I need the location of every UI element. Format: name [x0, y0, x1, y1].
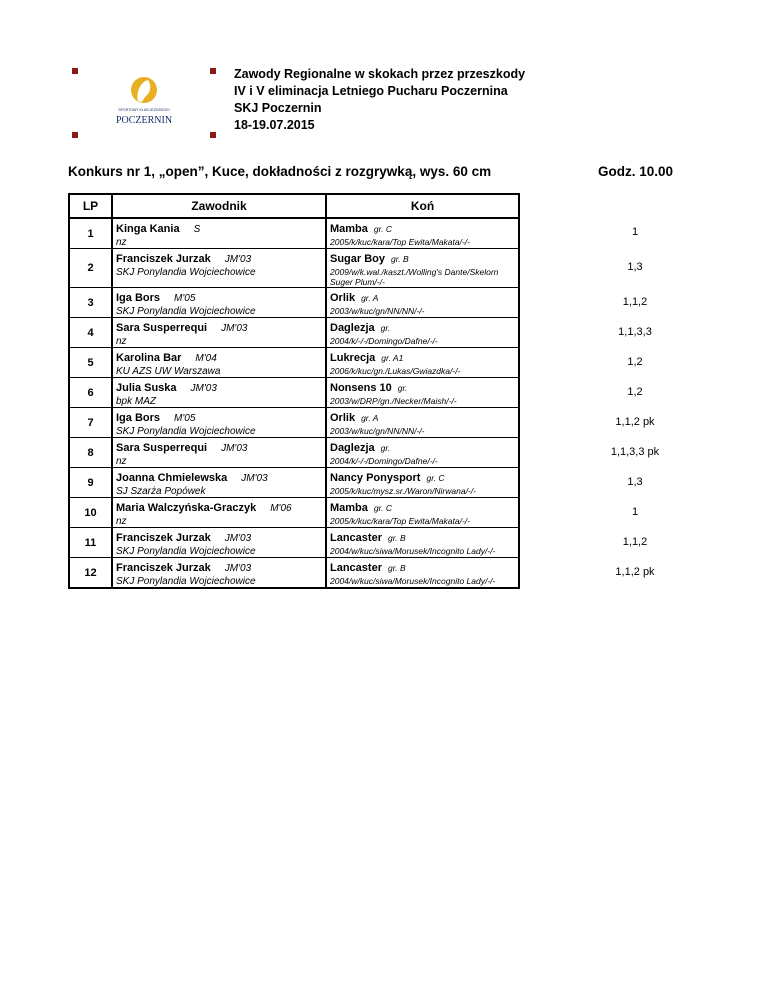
rider-name: Franciszek Jurzak	[116, 532, 211, 544]
horse-name: Lancaster	[330, 532, 382, 544]
horse-group: gr. A1	[381, 353, 404, 363]
rider-category: M'05	[174, 413, 196, 424]
logo-corner-mark	[72, 68, 78, 74]
horse-name: Sugar Boy	[330, 253, 386, 265]
rider-cell	[112, 558, 326, 589]
logo-corner-mark	[72, 132, 78, 138]
horse-cell	[326, 468, 519, 498]
rider-name: Kinga Kania	[116, 223, 180, 235]
rider-category: JM'03	[221, 323, 248, 334]
obstacle-sequence: 1,1,3,3 pk	[610, 445, 660, 458]
horse-cell	[326, 249, 519, 288]
event-host: SKJ Poczernin	[234, 101, 322, 115]
row-number: 10	[69, 498, 112, 528]
row-number: 5	[69, 348, 112, 378]
horse-info: 2003/w/kuc/gn/NN/NN/-/-	[330, 306, 425, 316]
table-row	[69, 288, 519, 318]
row-number: 7	[69, 408, 112, 438]
horse-info: 2003/w/DRP/gn./Necker/Maish/-/-	[330, 396, 457, 406]
horse-group: gr. A	[361, 413, 379, 423]
club-logo	[72, 68, 216, 138]
table-row	[69, 218, 519, 249]
row-number: 9	[69, 468, 112, 498]
rider-cell	[112, 218, 326, 249]
rider-category: M'05	[174, 293, 196, 304]
obstacle-sequence: 1,1,2 pk	[615, 565, 655, 578]
horse-name: Orlik	[330, 292, 356, 304]
row-number: 11	[69, 528, 112, 558]
rider-club: SKJ Ponylandia Wojciechowice	[116, 306, 256, 317]
competition-time: Godz. 10.00	[598, 164, 674, 179]
logo-corner-mark	[210, 132, 216, 138]
horse-group: gr.	[380, 443, 391, 453]
rider-category: S	[193, 224, 201, 235]
rider-cell	[112, 438, 326, 468]
rider-name: Karolina Bar	[116, 352, 182, 364]
obstacle-sequence: 1	[631, 226, 639, 239]
obstacle-sequence: 1,2	[627, 385, 643, 398]
rider-cell	[112, 528, 326, 558]
horse-info: 2004/w/kuc/siwa/Morusek/Incognito Lady/-/-	[330, 576, 496, 586]
rider-club: nz	[116, 516, 127, 527]
obstacle-sequence: 1,3	[627, 475, 643, 488]
obstacle-sequence: 1	[631, 505, 639, 518]
horse-group: gr. B	[391, 254, 409, 264]
rider-category: JM'03	[221, 443, 248, 454]
table-row	[69, 318, 519, 348]
rider-category: JM'03	[224, 254, 252, 265]
obstacle-sequence: 1,1,3,3	[618, 325, 652, 338]
obstacle-sequence: 1,3	[627, 261, 643, 273]
row-number: 6	[69, 378, 112, 408]
obstacle-sequence: 1,1,2	[622, 535, 648, 548]
horse-cell	[326, 528, 519, 558]
table-row	[69, 528, 519, 558]
row-number: 1	[69, 218, 112, 249]
rider-club: bpk MAZ	[116, 396, 157, 407]
table-row	[69, 348, 519, 378]
table-row	[69, 498, 519, 528]
row-number: 3	[69, 288, 112, 318]
table-row	[69, 558, 519, 589]
rider-name: Joanna Chmielewska	[116, 472, 228, 484]
rider-club: SKJ Ponylandia Wojciechowice	[116, 426, 256, 437]
rider-name: Franciszek Jurzak	[116, 562, 211, 574]
horse-info: 2004/k/-/-/Domingo/Dafne/-/-	[330, 336, 438, 346]
column-header-lp: LP	[69, 194, 112, 218]
rider-club: SKJ Ponylandia Wojciechowice	[116, 267, 256, 278]
logo-big-text: POCZERNIN	[115, 115, 173, 126]
horse-info: 2006/k/kuc/gn./Lukas/Gwiazdka/-/-	[330, 366, 461, 376]
horse-name: Lukrecja	[330, 352, 376, 364]
rider-name: Iga Bors	[116, 412, 161, 424]
horse-cell	[326, 288, 519, 318]
start-list-table	[68, 193, 520, 589]
obstacle-sequence: 1,2	[627, 355, 643, 368]
event-series: IV i V eliminacja Letniego Pucharu Poczernina	[234, 84, 508, 98]
row-number: 2	[69, 249, 112, 288]
horse-info: 2004/w/kuc/siwa/Morusek/Incognito Lady/-/-	[330, 546, 496, 556]
rider-club: SKJ Ponylandia Wojciechowice	[116, 576, 256, 587]
horse-info: 2003/w/kuc/gn/NN/NN/-/-	[330, 426, 425, 436]
horse-name: Mamba	[330, 223, 368, 235]
rider-cell	[112, 378, 326, 408]
horse-group: gr.	[380, 323, 391, 333]
table-row	[69, 468, 519, 498]
horse-group: gr. B	[387, 533, 406, 543]
horse-name: Orlik	[330, 412, 356, 424]
table-row	[69, 378, 519, 408]
rider-cell	[112, 468, 326, 498]
event-name: Zawody Regionalne w skokach przez przeszkody	[234, 67, 526, 81]
horse-cell	[326, 498, 519, 528]
horse-cell	[326, 408, 519, 438]
horse-name: Nonsens 10	[330, 382, 392, 394]
horse-name: Daglezja	[330, 322, 375, 334]
horse-group: gr. C	[373, 224, 393, 234]
rider-club: SKJ Ponylandia Wojciechowice	[116, 546, 256, 557]
rider-cell	[112, 318, 326, 348]
rider-cell	[112, 408, 326, 438]
row-number: 12	[69, 558, 112, 589]
rider-category: JM'03	[224, 533, 252, 544]
rider-category: JM'03	[241, 473, 268, 484]
horse-cell	[326, 318, 519, 348]
rider-name: Franciszek Jurzak	[116, 253, 211, 265]
horse-cell	[326, 438, 519, 468]
horse-group: gr. C	[373, 503, 393, 513]
rider-cell	[112, 249, 326, 288]
rider-name: Iga Bors	[116, 292, 161, 304]
rider-name: Sara Susperrequi	[116, 442, 208, 454]
rider-cell	[112, 288, 326, 318]
obstacle-sequence: 1,1,2 pk	[615, 415, 655, 428]
rider-club: SJ Szarża Popówek	[116, 486, 206, 497]
horse-head-icon	[72, 68, 216, 138]
logo-corner-mark	[210, 68, 216, 74]
horse-info: 2005/k/kuc/kara/Top Ewita/Makata/-/-	[330, 516, 471, 526]
horse-group: gr. B	[387, 563, 406, 573]
rider-club: nz	[116, 456, 127, 467]
column-header-rider: Zawodnik	[112, 194, 326, 218]
obstacle-sequence: 1,1,2	[622, 295, 648, 308]
table-row	[69, 438, 519, 468]
rider-category: JM'03	[224, 563, 252, 574]
horse-info: 2005/k/kuc/kara/Top Ewita/Makata/-/-	[330, 237, 471, 247]
event-dates: 18-19.07.2015	[234, 118, 315, 132]
horse-group: gr. C	[426, 473, 445, 483]
horse-name: Nancy Ponysport	[330, 472, 421, 484]
horse-name: Lancaster	[330, 562, 382, 574]
horse-info: 2005/k/kuc/mysz.sr./Waron/Nirwana/-/-	[330, 486, 476, 496]
horse-name: Daglezja	[330, 442, 375, 454]
horse-cell	[326, 218, 519, 249]
horse-group: gr.	[397, 383, 408, 393]
rider-name: Maria Walczyńska-Graczyk	[116, 502, 257, 514]
horse-name: Mamba	[330, 502, 368, 514]
horse-group: gr. A	[361, 293, 379, 303]
rider-club: KU AZS UW Warszawa	[116, 366, 221, 377]
rider-club: nz	[116, 237, 127, 248]
horse-info: 2004/k/-/-/Domingo/Dafne/-/-	[330, 456, 438, 466]
rider-category: JM'03	[190, 383, 217, 394]
table-row	[69, 249, 519, 288]
rider-cell	[112, 498, 326, 528]
rider-category: M'06	[270, 503, 292, 514]
horse-cell	[326, 378, 519, 408]
rider-name: Sara Susperrequi	[116, 322, 208, 334]
rider-cell	[112, 348, 326, 378]
rider-name: Julia Suska	[116, 382, 177, 394]
competition-title: Konkurs nr 1, „open”, Kuce, dokładności z rozgrywką, wys. 60 cm	[68, 164, 492, 179]
row-number: 8	[69, 438, 112, 468]
rider-category: M'04	[195, 353, 217, 364]
horse-cell	[326, 348, 519, 378]
column-header-horse: Koń	[326, 194, 519, 218]
event-header	[234, 66, 525, 134]
row-number: 4	[69, 318, 112, 348]
rider-club: nz	[116, 336, 127, 347]
horse-cell	[326, 558, 519, 589]
table-row	[69, 408, 519, 438]
logo-small-text: SPORTOWY KLUB JEŹDZIECKI	[118, 108, 170, 112]
horse-info: 2009/w/k.wal./kaszt./Wolling's Dante/Skelorn Suger Plum/-/-	[330, 267, 499, 287]
